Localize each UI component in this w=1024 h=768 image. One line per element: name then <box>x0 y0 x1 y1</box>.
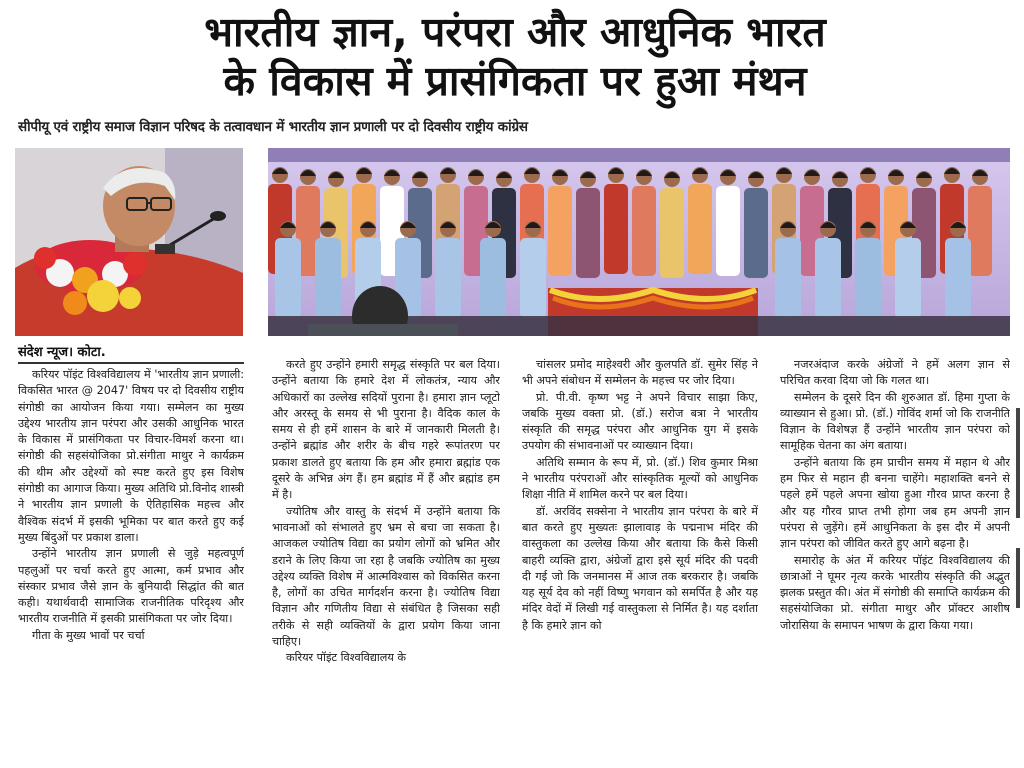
column-paragraph: करते हुए उन्होंने हमारी समृद्ध संस्कृति पर बल दिया। उन्होंने बताया कि हमारे देश में लोकतंत्र, न्याय और अधिकारों का उल्लेख सदियों पुराना है। हमारा ज्ञान प्लूटो और अरस्तू के समय से भी पुराना है। वैदिक काल के समय से ही हमें शासन के बारे में जानकारी मिलती है। उन्होंने ब्रह्मांड और शरीर के बीच गहरे रूपांतरण पर प्रकाश डालते हुए बताया कि हम और हमारा ब्रह्मांड एक दूसरे के अभिन्न अंग हैं। हम ब्रह्मांड में हैं और ब्रह्मांड हम में है। <box>272 358 500 502</box>
column-paragraph: डॉ. अरविंद सक्सेना ने भारतीय ज्ञान परंपरा के बारे में बात करते हुए मुख्यतः झालावाड़ के पद्मनाभ मंदिर की वास्तुकला का उल्लेख किया और बताया कि कैसे किसी बाहरी व्यक्ति द्वारा, अंग्रेजों द्वारा इसे सूर्य मंदिर की पदवी दी गई जो कि जनमानस में आज तक बरकरार है। जबकि यह सूर्य देव को नहीं विष्णु भगवान को समर्पित है और यह मंदिर वेदों में लिखी गई वास्तुकला से निर्मित है। यह दर्शाता है कि हमारे ज्ञान को <box>522 504 758 632</box>
article-column-3 <box>522 357 758 763</box>
headline-line-1: भारतीय ज्ञान, परंपरा और आधुनिक भारत <box>204 8 826 56</box>
subheadline: सीपीयू एवं राष्ट्रीय समाज विज्ञान परिषद के तत्वावधान में भारतीय ज्ञान प्रणाली पर दो दिवसीय राष्ट्रीय कांग्रेस <box>18 119 528 135</box>
column-paragraph: उन्होंने बताया कि हम प्राचीन समय में महान थे और हम फिर से महान ही बनना चाहेंगे। महाशक्ति बनने से पहले हमें पहले अपना खोया हुआ गौरव प्राप्त करना है और यह गौरव प्राप्त तभी होगा जब हम अपनी ज्ञान परंपरा से जुड़ेंगे। हमें आधुनिकता के इस दौर में अपनी ज्ञान परंपरा को जीवित करते हुए आगे बढ़ना है। <box>780 455 1010 551</box>
column-paragraph: उन्होंने भारतीय ज्ञान प्रणाली से जुड़े महत्वपूर्ण पहलुओं पर चर्चा करते हुए आत्मा, कर्म प्रभाव और संस्कार प्रभाव जैसे ज्ञान के बुनियादी सिद्धांत की बात कही। यथार्थवादी सामाजिक राजनीतिक परिदृश्य और भारतीय राजनीति में इसकी प्रासंगिकता पर जोर दिया। <box>18 547 244 626</box>
page-edge-mark <box>1016 408 1020 518</box>
column-paragraph: गीता के मुख्य भावों पर चर्चा <box>32 628 145 642</box>
column-paragraph: करियर पॉइंट विश्वविद्यालय के <box>286 651 407 665</box>
page-edge-mark <box>1016 548 1020 608</box>
column-paragraph: प्रो. पी.वी. कृष्ण भट्ट ने अपने विचार साझा किए, जबकि मुख्य वक्ता प्रो. (डॉ.) सरोज बत्रा ने भारतीय संस्कृति की समृद्ध परंपरा और आधुनिक युग में इसके उपयोग की संभावनाओं पर व्याख्यान दिया। <box>522 390 758 453</box>
column-paragraph: ज्योतिष और वास्तु के संदर्भ में उन्होंने बताया कि भावनाओं को संभालते हुए भ्रम से बचा जा सकता है। आजकल ज्योतिष विद्या का प्रयोग लोगों को भ्रमित और डराने के लिए किया जा रहा है जबकि ज्योतिष का मुख्य उद्देश्य व्यक्ति विशेष में आत्मविश्वास को विकसित करना है, लोगों का उचित मार्गदर्शन करना है। ज्योतिष विद्या विज्ञान और गणितीय विद्या से संबंधित है जिसका सही तरीके से सही व्यक्तियों के द्वारा प्रयोग किया जाना चाहिए। <box>272 504 500 649</box>
column-paragraph: अतिथि सम्मान के रूप में, प्रो. (डॉ.) शिव कुमार मिश्रा ने भारतीय परंपराओं और सांस्कृतिक मूल्यों को आधुनिक शिक्षा नीति में शामिल करने पर बल दिया। <box>522 455 758 502</box>
column-paragraph: नजरअंदाज करके अंग्रेजों ने हमें अलग ज्ञान से परिचित करवा दिया जो कि गलत था। <box>780 358 1010 388</box>
headline-line-2: के विकास में प्रासंगिकता पर हुआ मंथन <box>223 57 807 105</box>
column-paragraph: करियर पॉइंट विश्वविद्यालय में 'भारतीय ज्ञान प्रणाली: विकसित भारत @ 2047' विषय पर दो दिवसीय राष्ट्रीय संगोष्ठी का आयोजन किया गया। सम्मेलन का मुख्य उद्देश्य भारतीय ज्ञान परंपरा और उसकी आधुनिक भारत के विकास में प्रासंगिकता पर विचार-विमर्श करना था। संगोष्ठी की सहसंयोजिका प्रो.संगीता माथुर ने कार्यक्रम की थीम और उद्देश्यों को स्पष्ट करते हुए इस विशेष संगोष्ठी का आगाज किया। मुख्य अतिथि प्रो.विनोद शास्त्री ने भारतीय ज्ञान प्रणाली के ऐतिहासिक महत्त्व और वैश्विक संदर्भ में इसकी भूमिका पर बात करते हुए कई मुख्य बिंदुओं पर प्रकाश डाला। <box>18 368 244 544</box>
column-paragraph: चांसलर प्रमोद माहेश्वरी और कुलपति डॉ. सुमेर सिंह ने भी अपने संबोधन में सम्मेलन के महत्त्व पर जोर दिया। <box>522 358 758 388</box>
article-column-1 <box>18 367 244 763</box>
group-photo <box>268 148 1010 336</box>
article-column-2 <box>272 357 500 763</box>
article-column-4 <box>780 357 1010 763</box>
speaker-photo <box>15 148 243 336</box>
byline-rule <box>18 362 244 364</box>
column-paragraph: समारोह के अंत में करियर पॉइंट विश्वविद्यालय की छात्राओं ने घूमर नृत्य करके भारतीय संस्कृति की अद्भुत झलक प्रस्तुत की। अंत में संगोष्ठी की समाप्ति कार्यक्रम की सहसंयोजिका प्रो. संगीता माथुर और प्रॉक्टर आशीष जोरासिया के समापन भाषण के द्वारा किया गया। <box>780 553 1010 632</box>
byline: संदेश न्यूज। कोटा. <box>18 345 106 360</box>
column-paragraph: सम्मेलन के दूसरे दिन की शुरुआत डॉ. हिमा गुप्ता के व्याख्यान से हुआ। प्रो. (डॉ.) गोविंद शर्मा जो कि राजनीति विज्ञान के विशेषज्ञ हैं उन्होंने भारतीय ज्ञान परंपरा को सामूहिक चेतना का अंग बताया। <box>780 390 1010 453</box>
headline <box>20 8 1010 106</box>
